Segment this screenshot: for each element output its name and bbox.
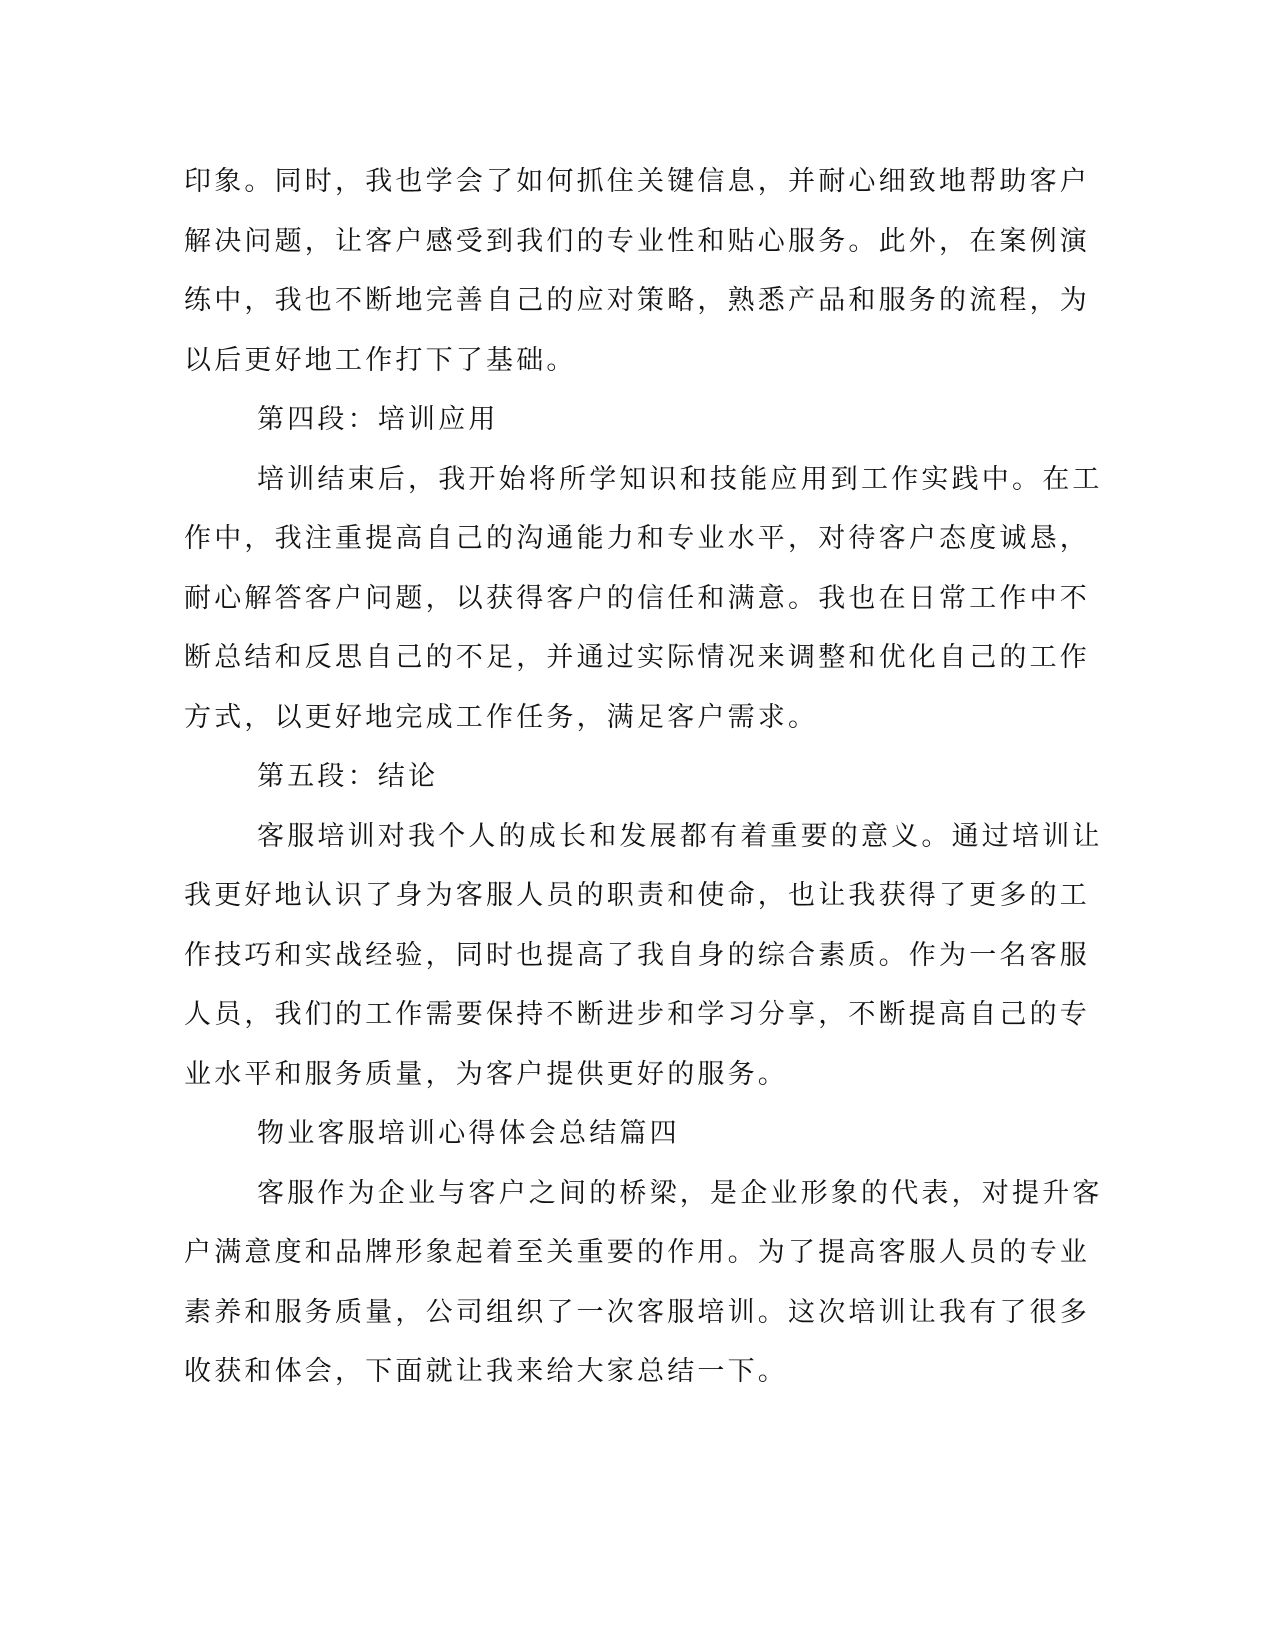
text-line: 印象。同时，我也学会了如何抓住关键信息，并耐心细致地帮助客户 [184, 166, 1090, 197]
text-line: 客服作为企业与客户之间的桥梁，是企业形象的代表，对提升客 [257, 1177, 1103, 1209]
paragraph-conclusion [184, 807, 1103, 1105]
text-line: 以后更好地工作打下了基础。 [184, 344, 577, 376]
section-heading-4: 第四段：培训应用 [257, 404, 499, 435]
article-title-part-4: 物业客服培训心得体会总结篇四 [257, 1118, 680, 1149]
text-line: 解决问题，让客户感受到我们的专业性和贴心服务。此外，在案例演 [184, 225, 1090, 257]
text-line: 练中，我也不断地完善自己的应对策略，熟悉产品和服务的流程，为 [184, 285, 1090, 316]
section-heading-5: 第五段：结论 [257, 761, 439, 792]
text-line: 断总结和反思自己的不足，并通过实际情况来调整和优化自己的工作 [184, 642, 1090, 673]
text-line: 素养和服务质量，公司组织了一次客服培训。这次培训让我有了很多 [184, 1296, 1090, 1328]
paragraph-continued [184, 152, 1090, 390]
text-line: 客服培训对我个人的成长和发展都有着重要的意义。通过培训让 [257, 820, 1103, 852]
text-line: 户满意度和品牌形象起着至关重要的作用。为了提高客服人员的专业 [184, 1237, 1090, 1268]
text-line: 收获和体会，下面就让我来给大家总结一下。 [184, 1356, 788, 1387]
text-line: 我更好地认识了身为客服人员的职责和使命，也让我获得了更多的工 [184, 880, 1090, 911]
paragraph-training-application [184, 450, 1103, 748]
text-line: 方式，以更好地完成工作任务，满足客户需求。 [184, 701, 819, 733]
paragraph-intro-part-4 [184, 1164, 1103, 1402]
document-body [184, 152, 1103, 1402]
text-line: 耐心解答客户问题，以获得客户的信任和满意。我也在日常工作中不 [184, 582, 1090, 614]
text-line: 作技巧和实战经验，同时也提高了我自身的综合素质。作为一名客服 [184, 939, 1090, 971]
text-line: 作中，我注重提高自己的沟通能力和专业水平，对待客户态度诚恳， [184, 523, 1090, 554]
text-line: 业水平和服务质量，为客户提供更好的服务。 [184, 1058, 788, 1090]
text-line: 培训结束后，我开始将所学知识和技能应用到工作实践中。在工 [257, 463, 1103, 495]
text-line: 人员，我们的工作需要保持不断进步和学习分享，不断提高自己的专 [184, 999, 1090, 1030]
